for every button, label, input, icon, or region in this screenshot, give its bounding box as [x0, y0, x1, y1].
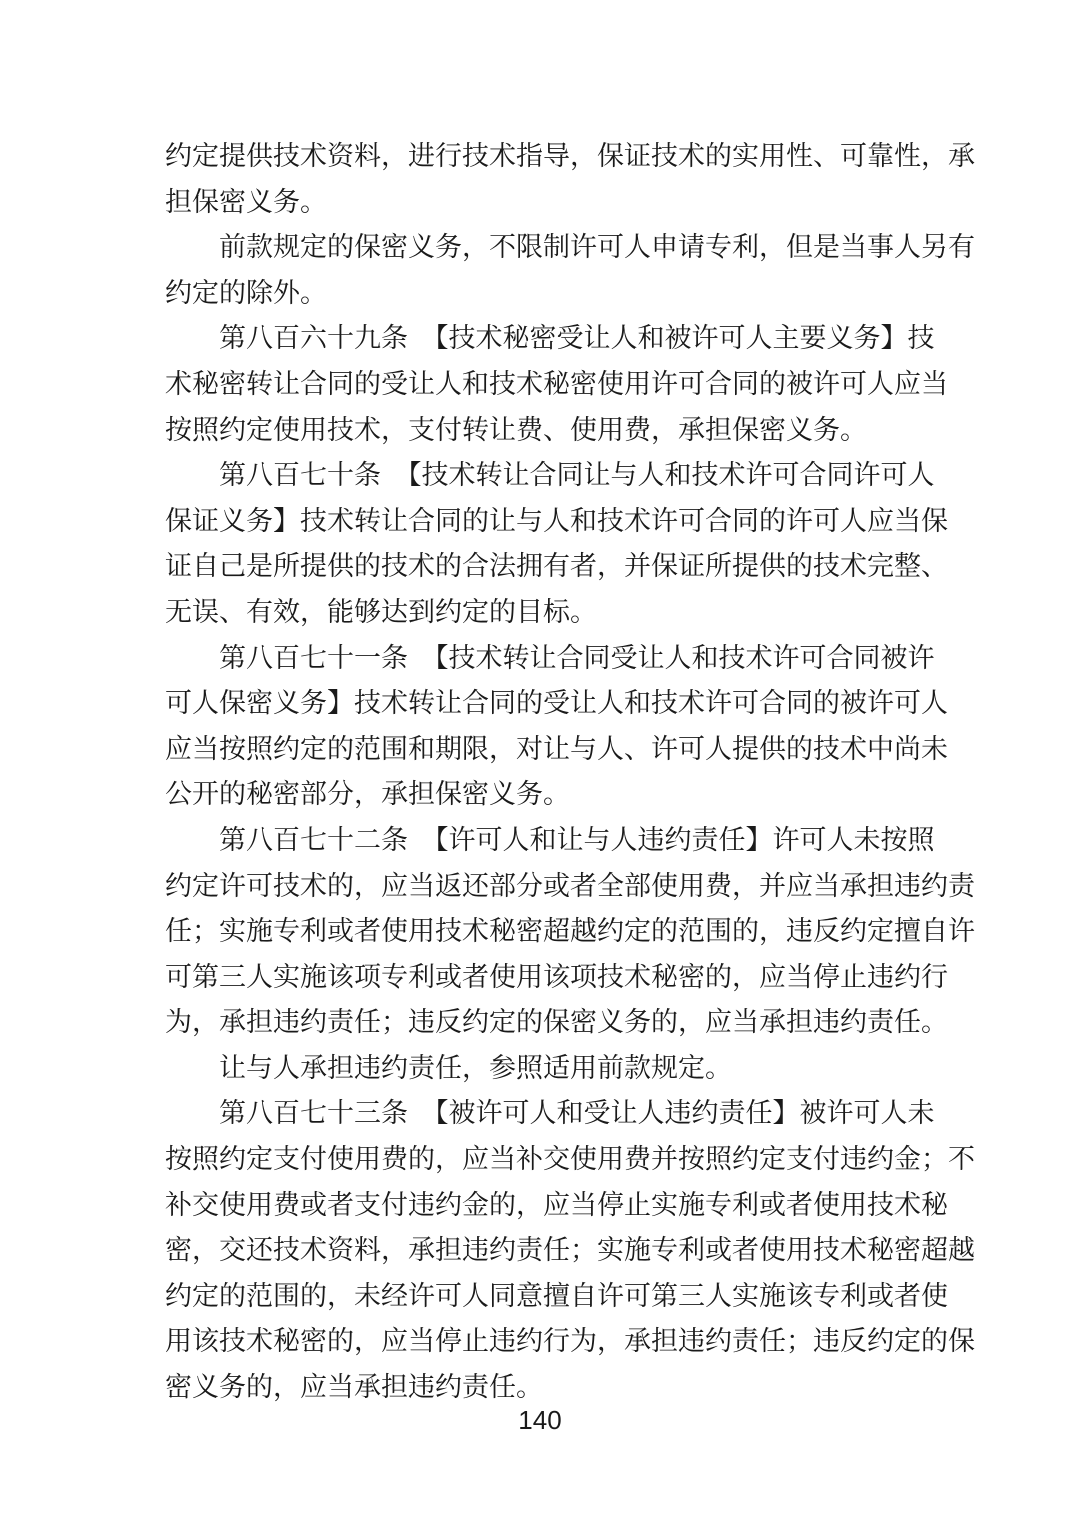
text-line: 约定的范围的，未经许可人同意擅自许可第三人实施该专利或者使	[165, 1280, 948, 1312]
text-line: 密，交还技术资料，承担违约责任；实施专利或者使用技术秘密超越	[165, 1235, 975, 1267]
text-line: 第八百七十一条 【技术转让合同受让人和技术许可合同被许	[219, 642, 935, 674]
text-line: 为，承担违约责任；违反约定的保密义务的，应当承担违约责任。	[165, 1007, 948, 1039]
text-line: 约定的除外。	[165, 277, 327, 309]
text-line: 用该技术秘密的，应当停止违约行为，承担违约责任；违反约定的保	[165, 1326, 975, 1358]
text-line: 密义务的，应当承担违约责任。	[165, 1372, 543, 1404]
text-line: 公开的秘密部分，承担保密义务。	[165, 779, 570, 811]
text-line: 担保密义务。	[165, 186, 327, 218]
text-line: 补交使用费或者支付违约金的，应当停止实施专利或者使用技术秘	[165, 1189, 948, 1221]
text-line: 术秘密转让合同的受让人和技术秘密使用许可合同的被许可人应当	[165, 368, 948, 400]
text-line: 任；实施专利或者使用技术秘密超越约定的范围的，违反约定擅自许	[165, 916, 975, 948]
page-number: 140	[518, 1405, 562, 1435]
text-line: 让与人承担违约责任，参照适用前款规定。	[219, 1052, 732, 1084]
text-line: 按照约定使用技术，支付转让费、使用费，承担保密义务。	[165, 414, 867, 446]
text-line: 保证义务】技术转让合同的让与人和技术许可合同的许可人应当保	[165, 505, 948, 537]
text-line: 无误、有效，能够达到约定的目标。	[165, 596, 597, 628]
document-body	[165, 134, 975, 1411]
text-line: 可人保密义务】技术转让合同的受让人和技术许可合同的被许可人	[165, 688, 948, 720]
text-line: 第八百七十条 【技术转让合同让与人和技术许可合同许可人	[219, 460, 935, 492]
text-line: 第八百七十三条 【被许可人和受让人违约责任】被许可人未	[219, 1098, 935, 1130]
text-line: 可第三人实施该项专利或者使用该项技术秘密的，应当停止违约行	[165, 961, 948, 993]
text-line: 约定许可技术的，应当返还部分或者全部使用费，并应当承担违约责	[165, 870, 975, 902]
text-line: 证自己是所提供的技术的合法拥有者，并保证所提供的技术完整、	[165, 551, 948, 583]
text-line: 第八百七十二条 【许可人和让与人违约责任】许可人未按照	[219, 824, 935, 856]
text-line: 按照约定支付使用费的，应当补交使用费并按照约定支付违约金；不	[165, 1144, 975, 1176]
text-line: 约定提供技术资料，进行技术指导，保证技术的实用性、可靠性，承	[165, 141, 975, 172]
text-line: 应当按照约定的范围和期限，对让与人、许可人提供的技术中尚未	[165, 733, 948, 765]
text-line: 前款规定的保密义务，不限制许可人申请专利，但是当事人另有	[219, 232, 975, 264]
text-line: 第八百六十九条 【技术秘密受让人和被许可人主要义务】技	[219, 323, 935, 355]
